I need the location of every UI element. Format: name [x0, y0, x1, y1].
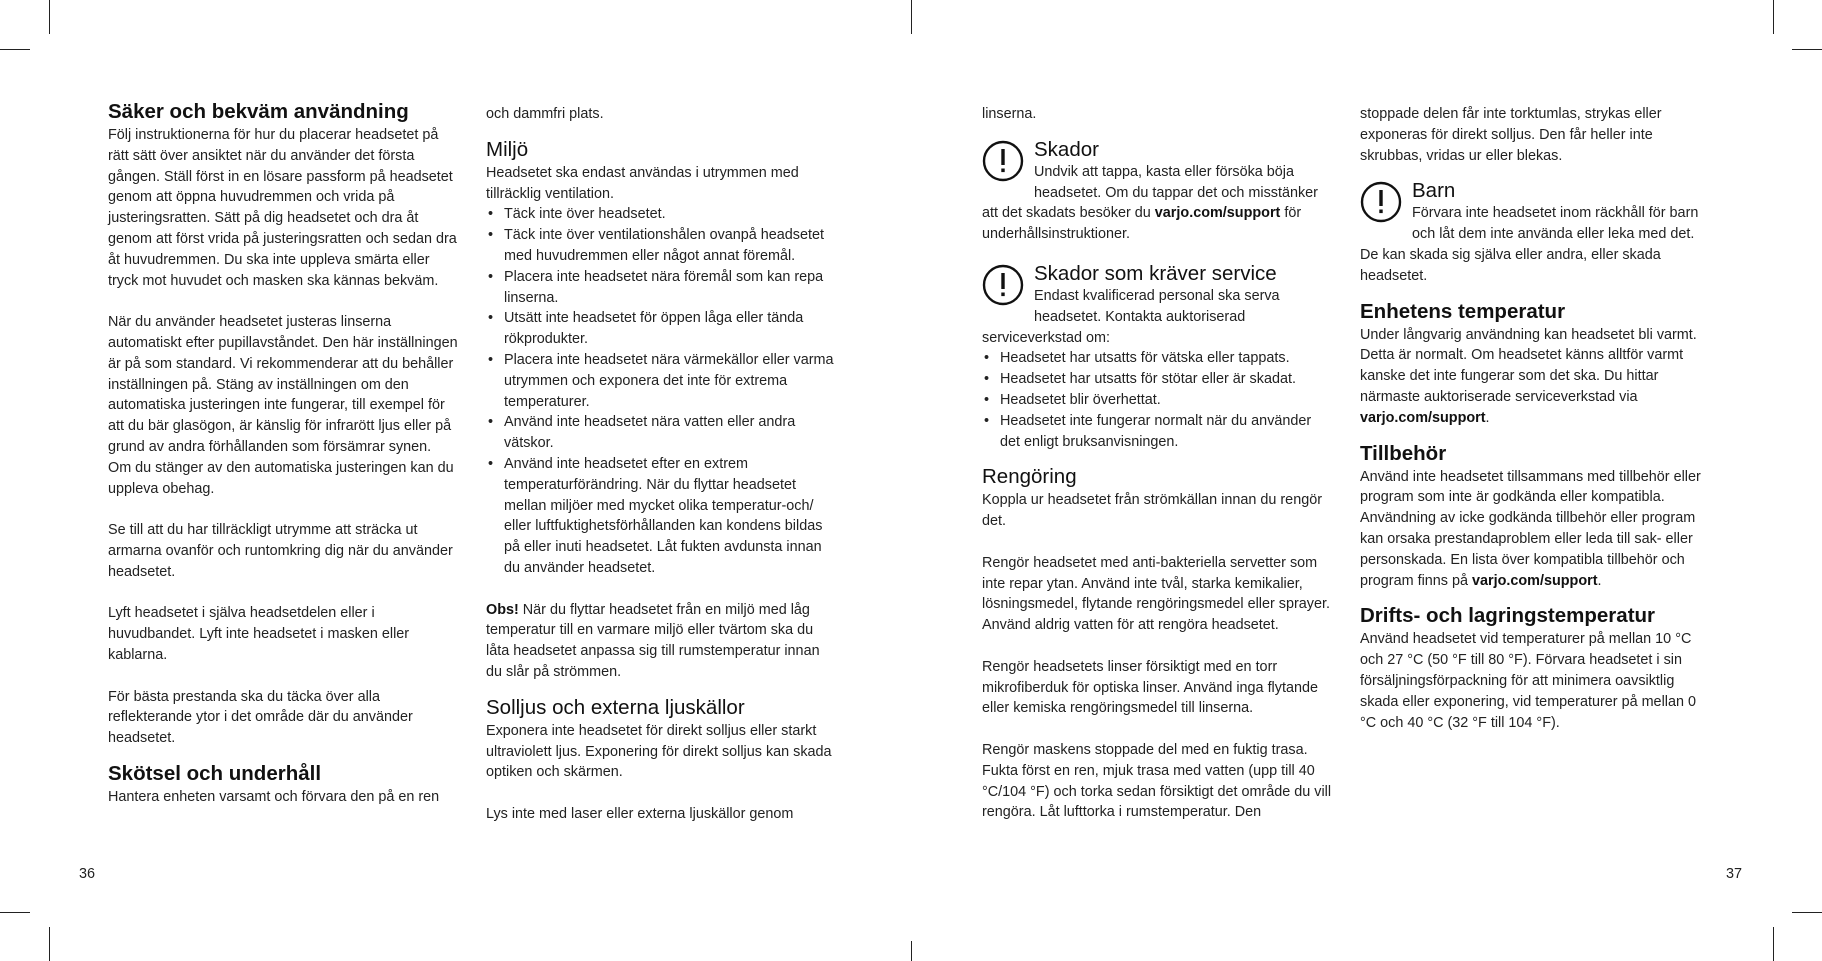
column-2 [486, 104, 836, 825]
heading-sunlight: Solljus och externa ljuskällor [486, 695, 745, 719]
crop-mark [1792, 912, 1822, 913]
list-item: • Täck inte över headsetet. [486, 204, 836, 225]
heading-accessories: Tillbehör [1360, 441, 1447, 465]
column-3 [982, 104, 1332, 823]
paragraph: Se till att du har tillräckligt utrymme att sträcka ut armarna ovanför och runtomkring dig när du använder headsetet. [108, 522, 453, 580]
warning-children [1360, 179, 1710, 286]
crop-mark [0, 912, 30, 913]
support-link: varjo.com/support [1471, 572, 1598, 589]
column-1 [108, 100, 458, 808]
text: Under långvarig användning kan headsetet bli varmt. Detta är normalt. Om headsetet känns alltför varmt kanske det inte fungerar som det ska. Du hittar närmaste auktoriserade serviceverkstad via [1360, 326, 1697, 405]
crop-mark [1773, 0, 1774, 34]
note-paragraph [486, 600, 836, 683]
warning-service [982, 262, 1332, 348]
heading-care: Skötsel och underhåll [108, 761, 322, 785]
paragraph: Följ instruktionerna för hur du placerar headsetet på rätt sätt över ansiktet när du använder det första gången. Ställ först in en lösare passform på headsetet genom att öppna huvudremmen och vrida på justeringsratten. Sätt på dig headsetet och dra åt genom att först vrida på justeringsratten och sedan dra åt huvudremmen. Du ska inte uppleva smärta eller tryck mot huvudet och masken ska kännas bekväm. [108, 127, 457, 289]
warning-title: Skador som kräver service [1034, 261, 1277, 285]
text: . [1485, 409, 1490, 426]
paragraph [1360, 325, 1710, 429]
warning-title: Barn [1412, 179, 1456, 203]
warning-icon [982, 140, 1034, 184]
list-item: • Headsetet har utsatts för stötar eller är skadat. [982, 369, 1332, 390]
paragraph: Rengör headsetet med anti-bakteriella servetter som inte repar ytan. Använd inte tvål, starka kemikalier, lösningsmedel, flytande rengöringsmedel eller sprayer. Använd aldrig vatten för att rengöra headsetet. [982, 554, 1330, 634]
text: Undvik att tappa, kasta eller försöka böja headsetet. Om du tappar det och misstänker att det skadats besöker du [982, 163, 1318, 222]
paragraph: När du använder headsetet justeras linserna automatiskt efter pupillavståndet. Den här inställningen är på som standard. Vi rekommenderar att du behåller inställningen på. Stäng av inställningen om den automatiska justeringen inte fungerar, till exempel för att du bär glasögon, är känslig för infrarött ljus eller på grund av andra förhållanden som försämrar synen. Om du stänger av den automatiska justeringen kan du uppleva obehag. [108, 314, 458, 497]
heading-operating-temperature: Drifts- och lagringstemperatur [1360, 604, 1656, 628]
list-item: • Headsetet inte fungerar normalt när du använder det enligt bruksanvisningen. [982, 411, 1332, 453]
page-number-left: 36 [79, 866, 96, 882]
bullet-list [486, 204, 836, 578]
crop-mark [1792, 49, 1822, 50]
paragraph: och dammfri plats. [486, 106, 604, 122]
list-item: • Använd inte headsetet nära vatten eller andra vätskor. [486, 412, 836, 454]
paragraph: Lys inte med laser eller externa ljuskällor genom [486, 805, 794, 822]
list-item: • Placera inte headsetet nära föremål som kan repa linserna. [486, 267, 836, 309]
support-link: varjo.com/support [1360, 409, 1486, 426]
heading-cleaning: Rengöring [982, 465, 1077, 489]
paragraph: Koppla ur headsetet från strömkällan innan du rengör det. [982, 492, 1322, 530]
paragraph [1360, 467, 1710, 592]
heading-safe-use: Säker och bekväm användning [108, 100, 409, 123]
crop-mark [49, 927, 50, 961]
heading-environment: Miljö [486, 137, 529, 161]
warning-icon [982, 264, 1034, 308]
list-item: • Headsetet blir överhettat. [982, 390, 1332, 411]
warning-text: Endast kvalificerad personal ska serva headsetet. Kontakta auktoriserad serviceverkstad om: [982, 287, 1280, 346]
note-text: När du flyttar headsetet från en miljö med låg temperatur till en varmare miljö eller tvärtom ska du låta headsetet anpassa sig till rumstemperatur innan du slår på strömmen. [486, 601, 820, 680]
warning-text: Förvara inte headsetet inom räckhåll för barn och låt dem inte använda eller leka med det. De kan skada sig själva eller andra, eller skada headsetet. [1360, 205, 1699, 284]
list-item: • Använd inte headsetet efter en extrem temperaturförändring. När du flyttar headsetet mellan miljöer med mycket olika temperatur-och/ eller luftfuktighetsförhållanden kan kondens bildas på eller inuti headsetet. Låt fukten avdunsta innan du använder headsetet. [486, 454, 836, 579]
warning-title: Skador [1034, 137, 1099, 161]
paragraph: Använd headsetet vid temperaturer på mellan 10 °C och 27 °C (50 °F till 80 °F). Förvara headsetet i sin försäljningsförpackning för att minimera oavsiktlig skada eller exponering, vid temperaturer på mellan 0 °C och 40 °C (32 °F till 104 °F). [1360, 631, 1696, 731]
crop-mark [0, 49, 30, 50]
crop-mark [911, 941, 912, 961]
list-item: • Täck inte över ventilationshålen ovanpå headsetet med huvudremmen eller något annat föremål. [486, 225, 836, 267]
text: Använd inte headsetet tillsammans med tillbehör eller program som inte är godkända eller kompatibla. Användning av icke godkända tillbehör eller program kan orsaka prestandaproblem eller leda till sak- eller personskada. En lista över kompatibla tillbehör och program finns på [1360, 468, 1701, 589]
list-item: • Utsätt inte headsetet för öppen låga eller tända rökprodukter. [486, 308, 836, 350]
paragraph: Hantera enheten varsamt och förvara den på en ren [108, 788, 440, 805]
page-number-right: 37 [1726, 866, 1743, 882]
heading-device-temperature: Enhetens temperatur [1360, 299, 1566, 323]
paragraph: För bästa prestanda ska du täcka över alla reflekterande ytor i det område där du använder headsetet. [108, 688, 413, 747]
crop-mark [49, 0, 50, 34]
warning-damage [982, 138, 1332, 245]
paragraph: Rengör headsetets linser försiktigt med en torr mikrofiberduk för optiska linser. Använd inga flytande eller kemiska rengöringsmedel till linserna. [982, 658, 1318, 717]
warning-icon [1360, 181, 1412, 225]
text: . [1597, 572, 1602, 589]
text: för underhållsinstruktioner. [982, 205, 1302, 243]
paragraph: Exponera inte headsetet för direkt solljus eller starkt ultraviolett ljus. Exponering för direkt solljus kan skada optiken och skärmen. [486, 722, 832, 781]
paragraph: Lyft headsetet i själva headsetdelen eller i huvudbandet. Lyft inte headsetet i masken eller kablarna. [108, 605, 410, 663]
support-link: varjo.com/support [1154, 205, 1281, 222]
list-item: • Placera inte headsetet nära värmekällor eller varma utrymmen och exponera det inte för extrema temperaturer. [486, 350, 836, 412]
list-item: • Headsetet har utsatts för vätska eller tappats. [982, 348, 1332, 369]
crop-mark [911, 0, 912, 34]
column-4 [1360, 104, 1710, 733]
note-label: Obs! [486, 601, 519, 618]
crop-mark [1773, 927, 1774, 961]
paragraph: Rengör maskens stoppade del med en fuktig trasa. Fukta först en ren, mjuk trasa med vatten (upp till 40 °C/104 °F) och torka sedan försiktigt det område du vill rengöra. Låt lufttorka i rumstemperatur. Den [982, 741, 1332, 821]
bullet-list [982, 348, 1332, 452]
warning-text [982, 162, 1332, 245]
paragraph: Headsetet ska endast användas i utrymmen med tillräcklig ventilation. [486, 164, 799, 202]
paragraph: stoppade delen får inte torktumlas, strykas eller exponeras för direkt solljus. Den får heller inte skrubbas, vridas ur eller blekas. [1360, 106, 1662, 164]
paragraph: linserna. [982, 106, 1037, 122]
